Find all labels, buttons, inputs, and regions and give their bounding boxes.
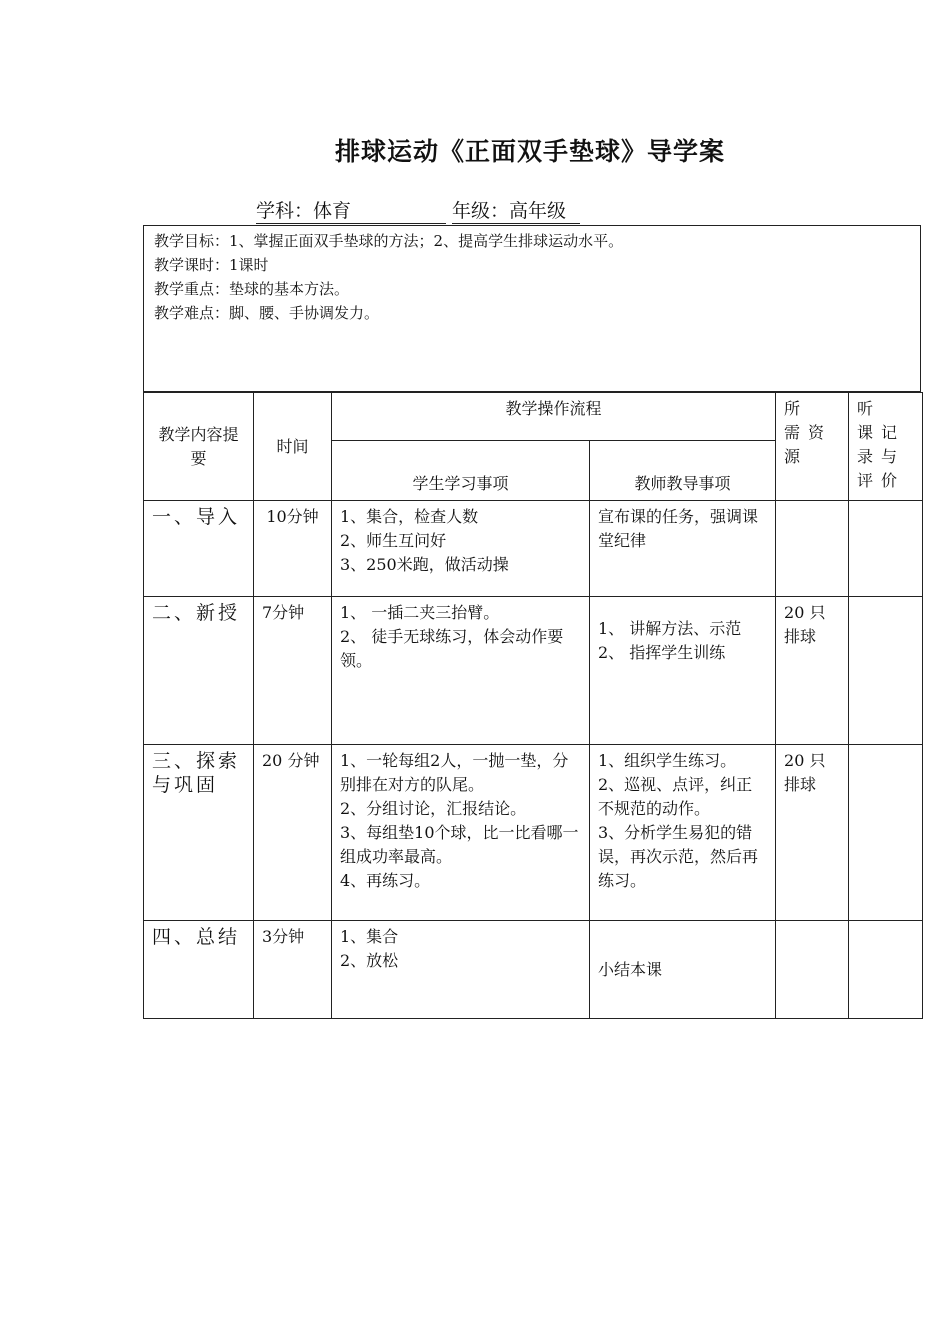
lesson-plan-table — [143, 392, 923, 1019]
section-label: 二、新授 — [144, 597, 254, 745]
header-process: 教学操作流程 — [332, 393, 776, 441]
teaching-objective: 教学目标：1、掌握正面双手垫球的方法；2、提高学生排球运动水平。 — [154, 232, 624, 250]
teaching-focus: 教学重点：垫球的基本方法。 — [154, 280, 350, 298]
student-cell — [332, 745, 590, 921]
list-item: 3、250米跑，做活动操 — [340, 555, 509, 574]
list-item: 1、组织学生练习。 — [598, 751, 737, 770]
list-item: 2、 指挥学生训练 — [598, 643, 726, 662]
list-item: 2、放松 — [340, 951, 399, 970]
table-row — [144, 921, 923, 1019]
header-time: 时间 — [254, 393, 332, 501]
subject-field: 学科：体育 — [256, 196, 446, 224]
teacher-cell — [590, 745, 776, 921]
resources-cell — [776, 921, 849, 1019]
teacher-cell — [590, 597, 776, 745]
time-cell: 3分钟 — [254, 921, 332, 1019]
meta-line — [256, 196, 580, 224]
section-label: 一、导入 — [144, 501, 254, 597]
header-resources: 所 需资 源 — [776, 393, 849, 501]
time-cell: 10分钟 — [254, 501, 332, 597]
teaching-hours: 教学课时：1课时 — [154, 256, 269, 274]
time-cell: 7分钟 — [254, 597, 332, 745]
student-cell — [332, 501, 590, 597]
list-item: 宣布课的任务，强调课堂纪律 — [598, 507, 759, 550]
section-label: 四、总结 — [144, 921, 254, 1019]
student-cell — [332, 921, 590, 1019]
notes-cell — [849, 745, 923, 921]
list-item: 2、巡视、点评，纠正不规范的动作。 — [598, 775, 753, 818]
list-item: 1、 讲解方法、示范 — [598, 619, 742, 638]
resources-cell: 20 只排球 — [776, 745, 849, 921]
header-notes: 听 课记 录与 评价 — [849, 393, 923, 501]
list-item: 1、 一插二夹三抬臂。 — [340, 603, 500, 622]
notes-cell — [849, 921, 923, 1019]
header-student: 学生学习事项 — [332, 441, 590, 501]
time-cell: 20 分钟 — [254, 745, 332, 921]
list-item: 3、每组垫10个球，比一比看哪一组成功率最高。 — [340, 823, 579, 866]
student-cell — [332, 597, 590, 745]
notes-cell — [849, 501, 923, 597]
table-row — [144, 745, 923, 921]
grade-field: 年级：高年级 — [452, 196, 580, 224]
table-row — [144, 597, 923, 745]
list-item: 1、集合 — [340, 927, 399, 946]
list-item: 1、一轮每组2人，一抛一垫，分别排在对方的队尾。 — [340, 751, 569, 794]
list-item: 小结本课 — [598, 959, 663, 979]
resources-cell — [776, 501, 849, 597]
teaching-difficulty: 教学难点：脚、腰、手协调发力。 — [154, 304, 380, 322]
list-item: 2、分组讨论，汇报结论。 — [340, 799, 527, 818]
section-label: 三、探索与巩固 — [144, 745, 254, 921]
document-title: 排球运动《正面双手垫球》导学案 — [334, 137, 725, 166]
list-item: 2、师生互问好 — [340, 531, 447, 550]
list-item: 4、再练习。 — [340, 871, 431, 890]
list-item: 1、集合，检查人数 — [340, 507, 479, 526]
list-item: 3、分析学生易犯的错误，再次示范，然后再练习。 — [598, 823, 759, 890]
teacher-cell — [590, 921, 776, 1019]
notes-cell — [849, 597, 923, 745]
list-item: 2、 徒手无球练习，体会动作要领。 — [340, 627, 564, 670]
table-row — [144, 501, 923, 597]
header-teacher: 教师教导事项 — [590, 441, 776, 501]
teaching-info-box — [143, 225, 921, 392]
header-content: 教学内容提要 — [144, 393, 254, 501]
teacher-cell — [590, 501, 776, 597]
resources-cell: 20 只排球 — [776, 597, 849, 745]
